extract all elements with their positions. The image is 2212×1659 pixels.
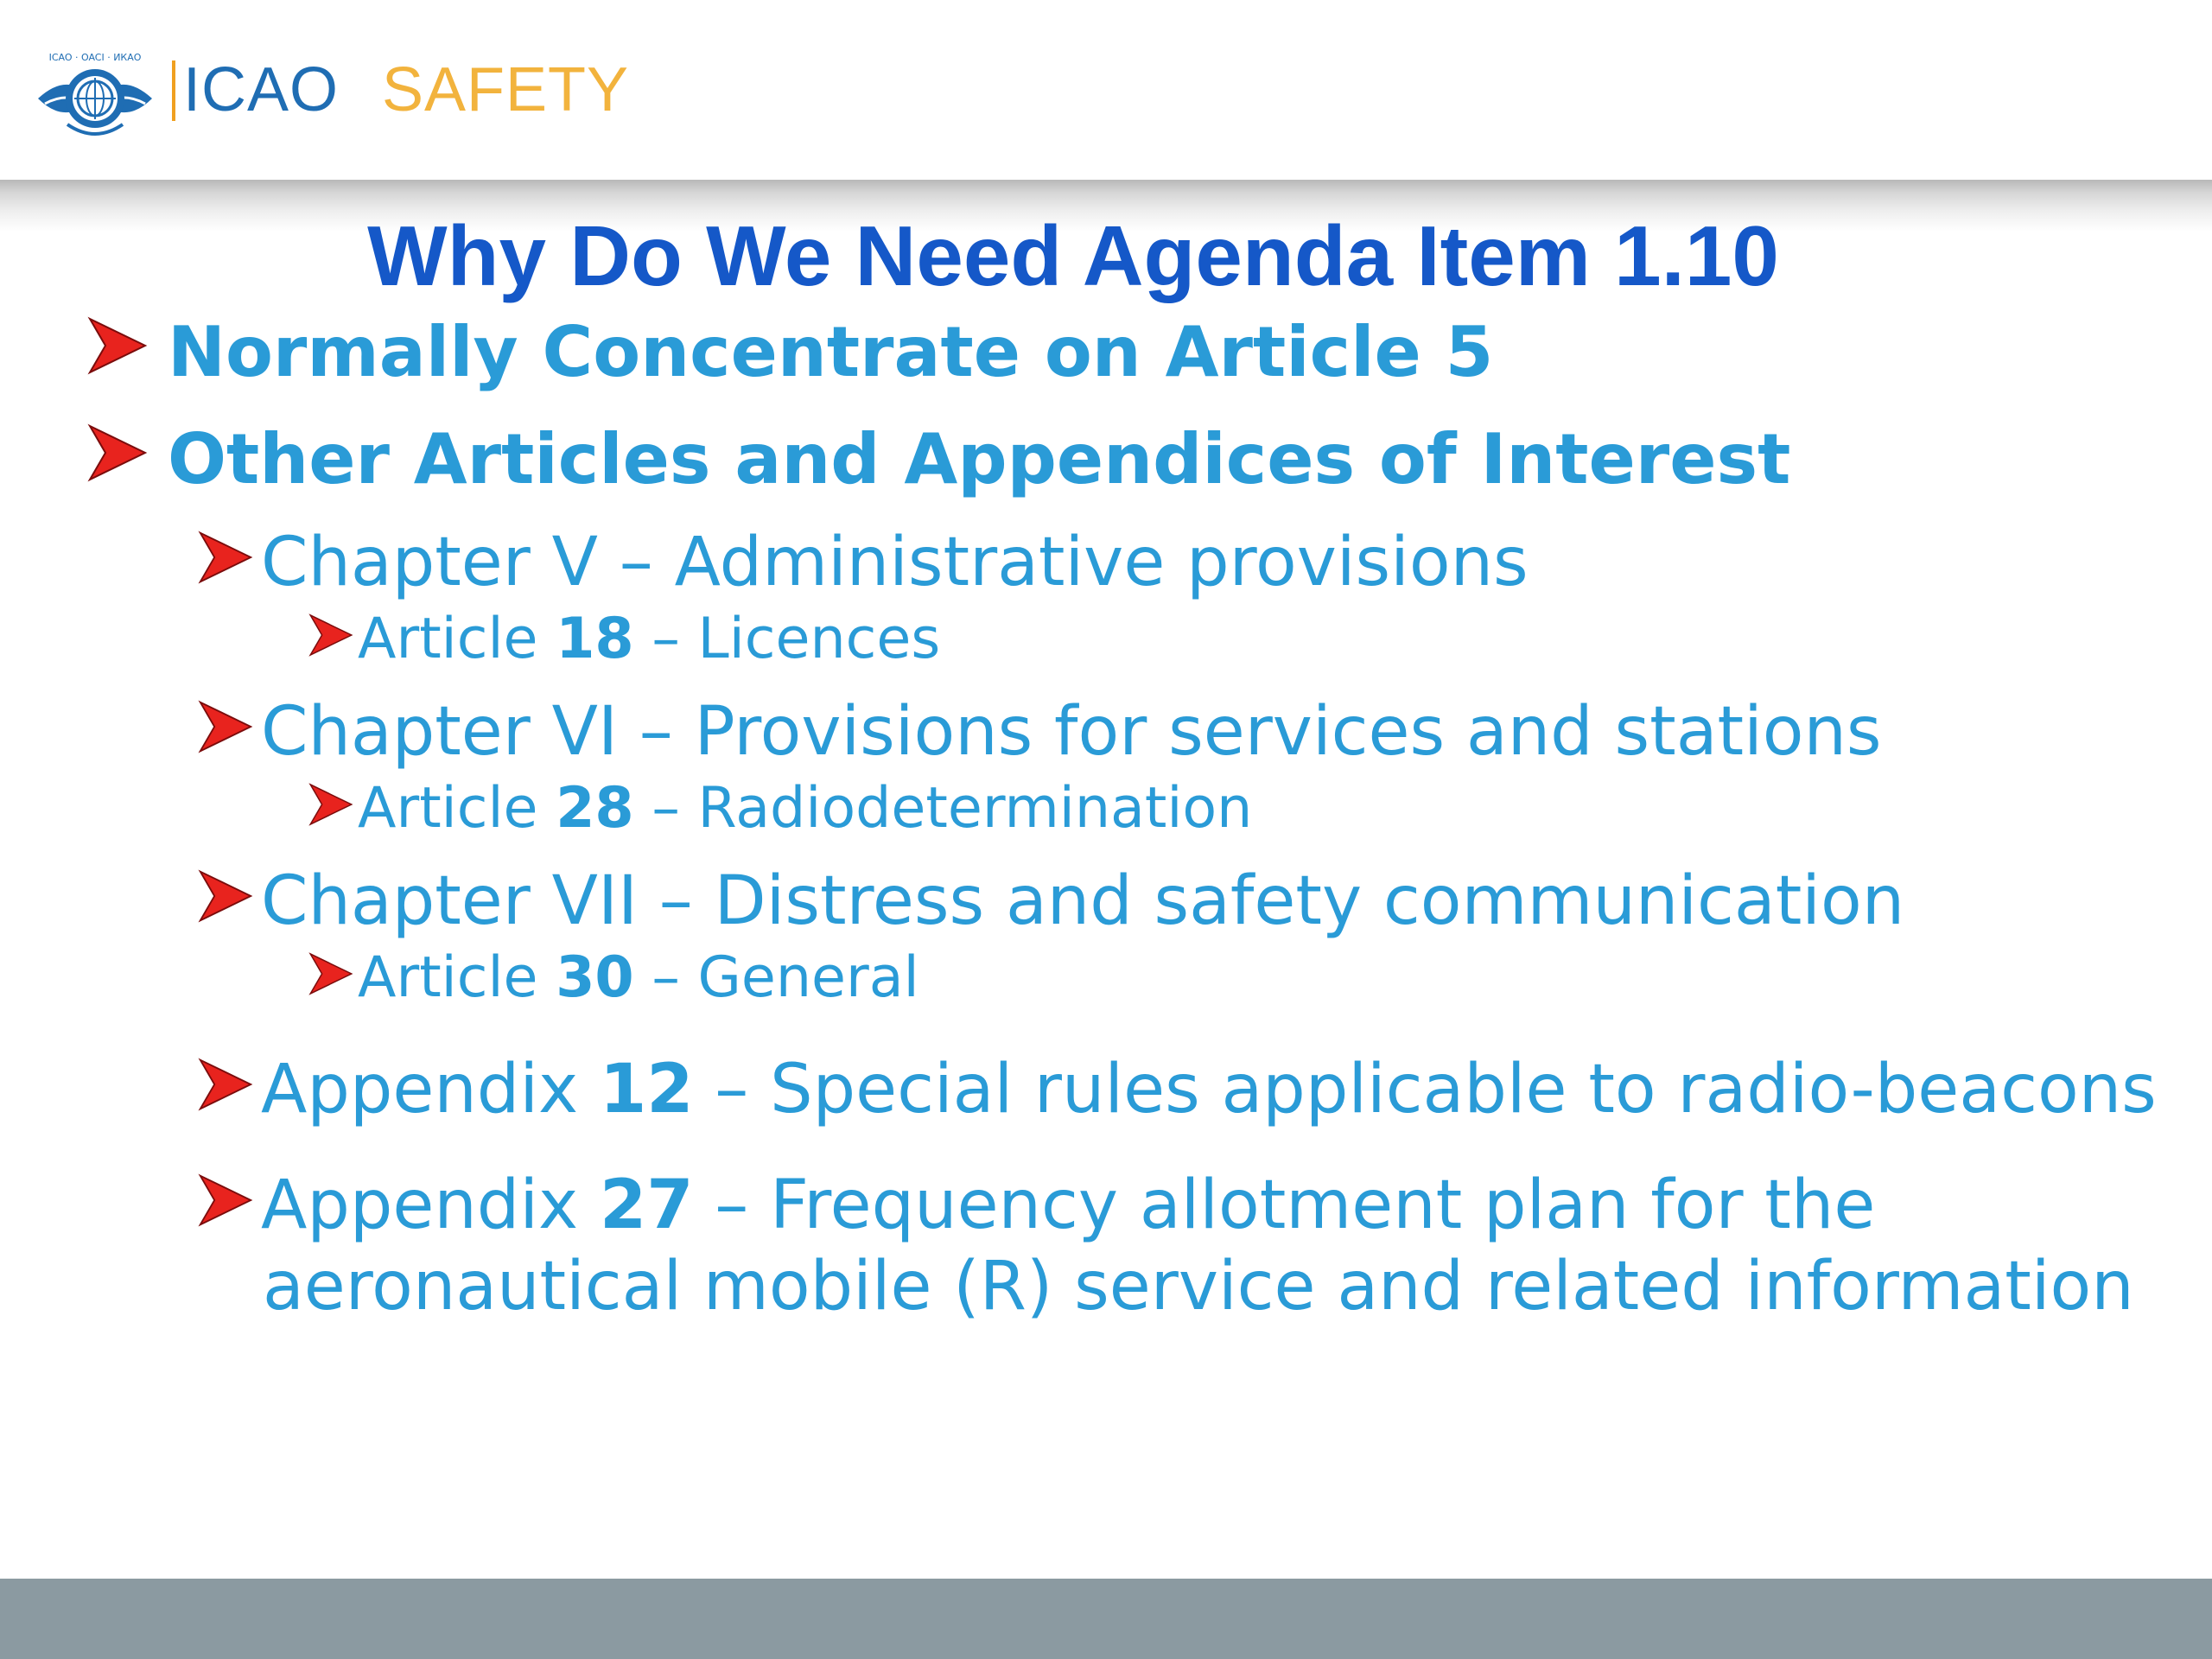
red-arrow-bullet-icon	[197, 530, 254, 585]
bullet-text: Normally Concentrate on Article 5	[168, 312, 1494, 392]
red-arrow-bullet-icon	[197, 868, 254, 924]
red-arrow-bullet-icon	[197, 1057, 254, 1112]
appendix-27-continuation: aeronautical mobile (R) service and related information	[263, 1248, 2134, 1325]
article-prefix: Article	[358, 945, 556, 1010]
bullet-normally-concentrate	[86, 309, 1493, 396]
red-arrow-bullet-icon	[197, 699, 254, 754]
bullet-article-18	[308, 605, 940, 674]
red-arrow-bullet-icon	[308, 613, 354, 658]
logo-divider	[172, 60, 175, 121]
red-arrow-bullet-icon	[86, 315, 149, 376]
appendix-title: – Frequency allotment plan for the	[693, 1166, 1876, 1244]
slide-title: Why Do We Need Agenda Item 1.10	[367, 208, 1779, 303]
bullet-chapter-v	[197, 522, 1529, 603]
article-title: – Licences	[633, 607, 941, 671]
bullet-article-30	[308, 944, 919, 1013]
red-arrow-bullet-icon	[197, 1173, 254, 1228]
article-prefix: Article	[358, 607, 556, 671]
bullet-text: Chapter VI – Provisions for services and stations	[261, 693, 1882, 771]
icao-emblem-icon	[33, 35, 157, 159]
red-arrow-bullet-icon	[308, 951, 354, 996]
appendix-title: – Special rules applicable to radio-beacons	[693, 1051, 2157, 1128]
article-number: 30	[556, 945, 634, 1010]
appendix-prefix: Appendix	[261, 1166, 600, 1244]
bullet-other-articles	[86, 416, 1790, 503]
red-arrow-bullet-icon	[86, 423, 149, 483]
bullet-text: Chapter VII – Distress and safety communication	[261, 862, 1905, 940]
appendix-number: 27	[599, 1166, 694, 1244]
section-label: SAFETY	[382, 55, 630, 124]
article-title: – General	[633, 945, 919, 1010]
org-wordmark: ICAO	[183, 55, 340, 124]
footer-bar	[0, 1579, 2212, 1659]
bullet-appendix-27	[197, 1165, 1875, 1246]
bullet-text: Chapter V – Administrative provisions	[261, 524, 1529, 601]
bullet-chapter-vii	[197, 861, 1904, 942]
bullet-article-28	[308, 774, 1252, 843]
appendix-prefix: Appendix	[261, 1051, 600, 1128]
article-number: 18	[556, 607, 634, 671]
svg-text:ICAO · OACI · ИКАО: ICAO · OACI · ИКАО	[48, 52, 142, 63]
article-title: – Radiodetermination	[633, 776, 1253, 841]
article-prefix: Article	[358, 776, 556, 841]
bullet-chapter-vi	[197, 691, 1882, 772]
slide-header	[0, 0, 2212, 181]
red-arrow-bullet-icon	[308, 782, 354, 827]
article-number: 28	[556, 776, 634, 841]
appendix-number: 12	[599, 1051, 694, 1128]
bullet-appendix-12	[197, 1049, 2157, 1130]
bullet-text: Other Articles and Appendices of Interest	[168, 419, 1791, 499]
